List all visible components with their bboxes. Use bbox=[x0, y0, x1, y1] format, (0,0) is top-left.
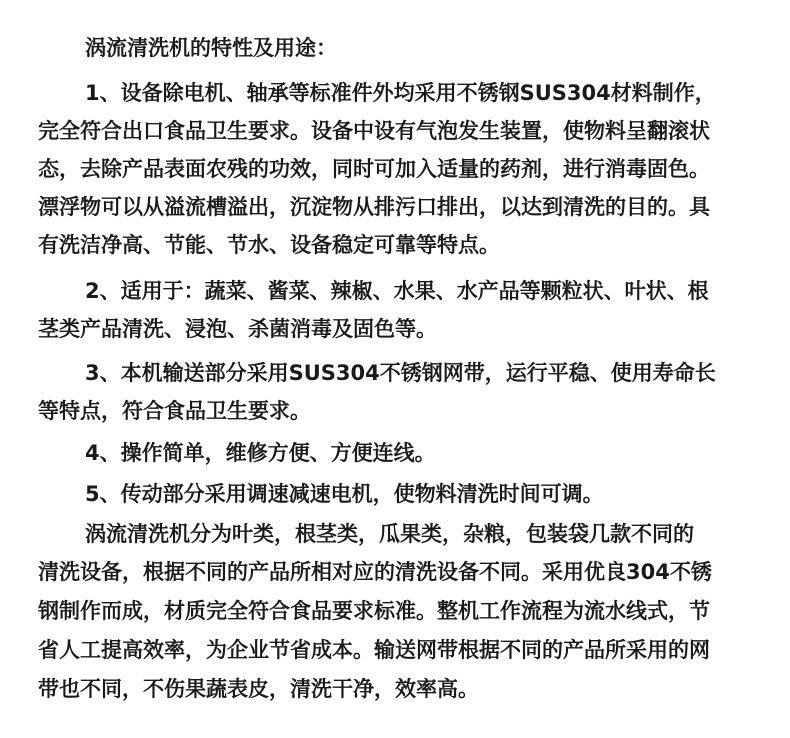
text-line: 清洗设备，根据不同的产品所相对应的清洗设备不同。采用优良304不锈 bbox=[38, 560, 712, 584]
text-line: 3、本机输送部分采用SUS304不锈钢网带，运行平稳、使用寿命长 bbox=[85, 361, 716, 385]
text-line: 茎类产品清洗、浸泡、杀菌消毒及固色等。 bbox=[38, 317, 437, 341]
text-line: 漂浮物可以从溢流槽溢出，沉淀物从排污口排出，以达到清洗的目的。具 bbox=[38, 195, 710, 219]
text-line: 完全符合出口食品卫生要求。设备中设有气泡发生装置，使物料呈翻滚状 bbox=[38, 119, 710, 143]
text-line: 2、适用于：蔬菜、酱菜、辣椒、水果、水产品等颗粒状、叶状、根 bbox=[85, 279, 709, 303]
text-line: 等特点，符合食品卫生要求。 bbox=[38, 399, 311, 423]
heading: 涡流清洗机的特性及用途： bbox=[85, 36, 337, 60]
text-line: 带也不同，不伤果蔬表皮，清洗干净，效率高。 bbox=[38, 677, 479, 701]
text-line: 4、操作简单，维修方便、方便连线。 bbox=[85, 441, 436, 465]
text-line: 1、设备除电机、轴承等标准件外均采用不锈钢SUS304材料制作， bbox=[85, 81, 716, 105]
text-line: 涡流清洗机分为叶类，根茎类，瓜果类，杂粮，包装袋几款不同的 bbox=[85, 522, 694, 546]
text-line: 钢制作而成，材质完全符合食品要求标准。整机工作流程为流水线式，节 bbox=[38, 599, 710, 623]
text-line: 态，去除产品表面农残的功效，同时可加入适量的药剂，进行消毒固色。 bbox=[38, 157, 710, 181]
text-line: 5、传动部分采用调速减速电机，使物料清洗时间可调。 bbox=[85, 482, 604, 506]
text-line: 省人工提高效率，为企业节省成本。输送网带根据不同的产品所采用的网 bbox=[38, 638, 710, 662]
text-line: 有洗洁净高、节能、节水、设备稳定可靠等特点。 bbox=[38, 233, 500, 257]
